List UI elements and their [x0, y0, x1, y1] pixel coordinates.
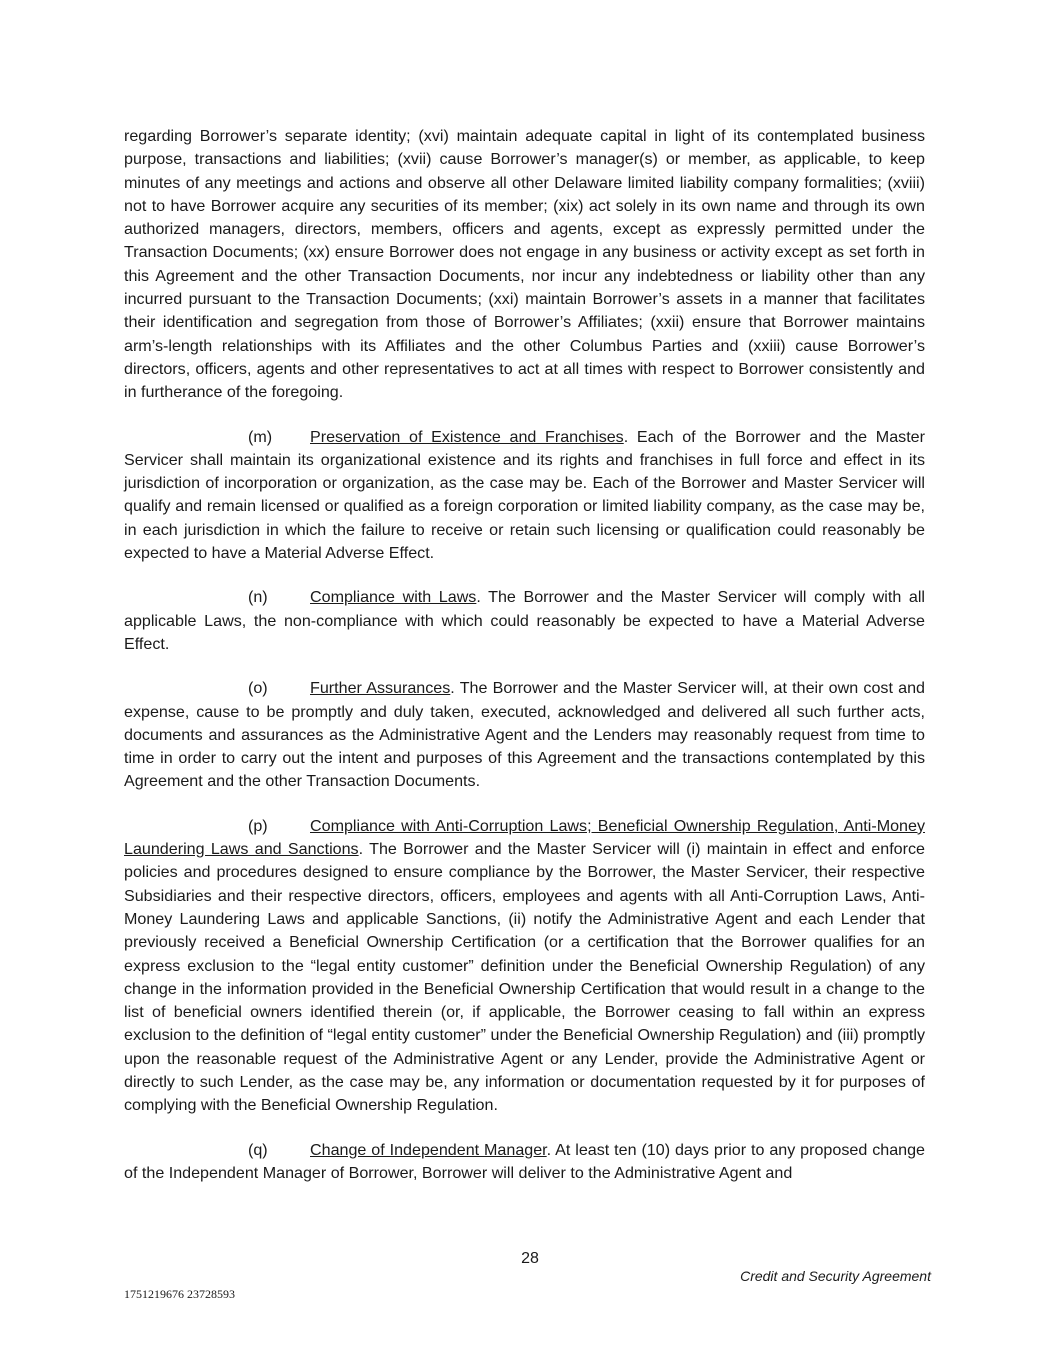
section-body-p: . The Borrower and the Master Servicer will (i) maintain in effect and enforce policies and procedures designed to ensure compliance by the Borrower, the Master Servicer, their respective Subsidiaries and their respective directors, officers, employees and agents with all Anti-Corruption Laws, Anti-Money Laundering Laws and applicable Sanctions, (ii) notify the Administrative Agent and each Lender that previously received a Beneficial Ownership Certification (or a certification that the Borrower qualifies for an express exclusion to the “legal entity customer” definition under the Beneficial Ownership Regulation) of any change in the information provided in the Beneficial Ownership Certification that would result in a change to the list of beneficial owners identified therein (or, if applicable, the Borrower ceasing to fall within an express exclusion to the definition of “legal entity customer” under the Beneficial Ownership Regulation) and (iii) promptly upon the reasonable request of the Administrative Agent or any Lender, provide the Administrative Agent or directly to such Lender, as the case may be, any information or documentation requested by it for purposes of complying with the Beneficial Ownership Regulation. — [124, 840, 925, 1115]
page-number: 28 — [521, 1250, 539, 1267]
paragraph-m — [124, 426, 925, 566]
paragraph-q — [124, 1139, 925, 1186]
paragraph-o — [124, 677, 925, 793]
section-heading-p: Compliance with Anti-Corruption Laws; Beneficial Ownership Regulation, Anti-Money Laundering Laws and Sanctions — [124, 816, 925, 859]
paragraph-continuation — [124, 125, 925, 405]
section-label-n: (n) — [248, 588, 268, 607]
section-label-q: (q) — [248, 1140, 268, 1159]
paragraph-n — [124, 586, 925, 656]
section-label-o: (o) — [248, 679, 268, 698]
section-heading-q: Change of Independent Manager — [310, 1140, 547, 1159]
section-label-p: (p) — [248, 816, 268, 835]
paragraph-text: regarding Borrower’s separate identity; (xvi) maintain adequate capital in light of its contemplated business purpose, transactions and liabilities; (xvii) cause Borrower’s manager(s) or member, as applicable, to keep minutes of any meetings and actions and observe all other Delaware limited liability company formalities; (xviii) not to have Borrower acquire any securities of its member; (xix) act solely in its own name and through its own authorized managers, directors, members, officers and agents, except as expressly permitted under the Transaction Documents; (xx) ensure Borrower does not engage in any business or activity except as set forth in this Agreement and the other Transaction Documents, nor incur any indebtedness or liability other than any incurred pursuant to the Transaction Documents; (xxi) maintain Borrower’s assets in a manner that facilitates their identification and segregation from those of Borrower’s Affiliates; (xxii) ensure that Borrower maintains arm’s-length relationships with its Affiliates and the other Columbus Parties and (xxiii) cause Borrower’s directors, officers, agents and other representatives to act at all times with respect to Borrower consistently and in furtherance of the foregoing. — [124, 127, 925, 402]
document-body — [124, 125, 925, 1185]
section-heading-n: Compliance with Laws — [310, 588, 477, 607]
section-body-q: . At least ten (10) days prior to any proposed change of the Independent Manager of Borrower, Borrower will deliver to the Administrative Agent and — [124, 1140, 925, 1182]
footer-document-title: Credit and Security Agreement — [740, 1268, 931, 1284]
section-heading-m: Preservation of Existence and Franchises — [310, 427, 624, 446]
paragraph-p — [124, 815, 925, 1118]
footer-document-id: 1751219676 23728593 — [124, 1287, 235, 1301]
section-label-m: (m) — [248, 427, 273, 446]
section-body-o: . The Borrower and the Master Servicer will, at their own cost and expense, cause to be promptly and duly taken, executed, acknowledged and delivered all such further acts, documents and assurances as the Administrative Agent and the Lenders may reasonably request from time to time in order to carry out the intent and purposes of this Agreement and the transactions contemplated by this Agreement and the other Transaction Documents. — [124, 679, 925, 791]
section-heading-o: Further Assurances — [310, 679, 451, 698]
section-body-n: . The Borrower and the Master Servicer will comply with all applicable Laws, the non-compliance with which could reasonably be expected to have a Material Adverse Effect. — [124, 588, 925, 653]
section-body-m: . Each of the Borrower and the Master Servicer shall maintain its organizational existence and its rights and franchises in full force and effect in its jurisdiction of incorporation or organization, as the case may be. Each of the Borrower and Master Servicer will qualify and remain licensed or qualified as a foreign corporation or limited liability company, as the case may be, in each jurisdiction in which the failure to receive or retain such licensing or qualification could reasonably be expected to have a Material Adverse Effect. — [124, 427, 925, 563]
